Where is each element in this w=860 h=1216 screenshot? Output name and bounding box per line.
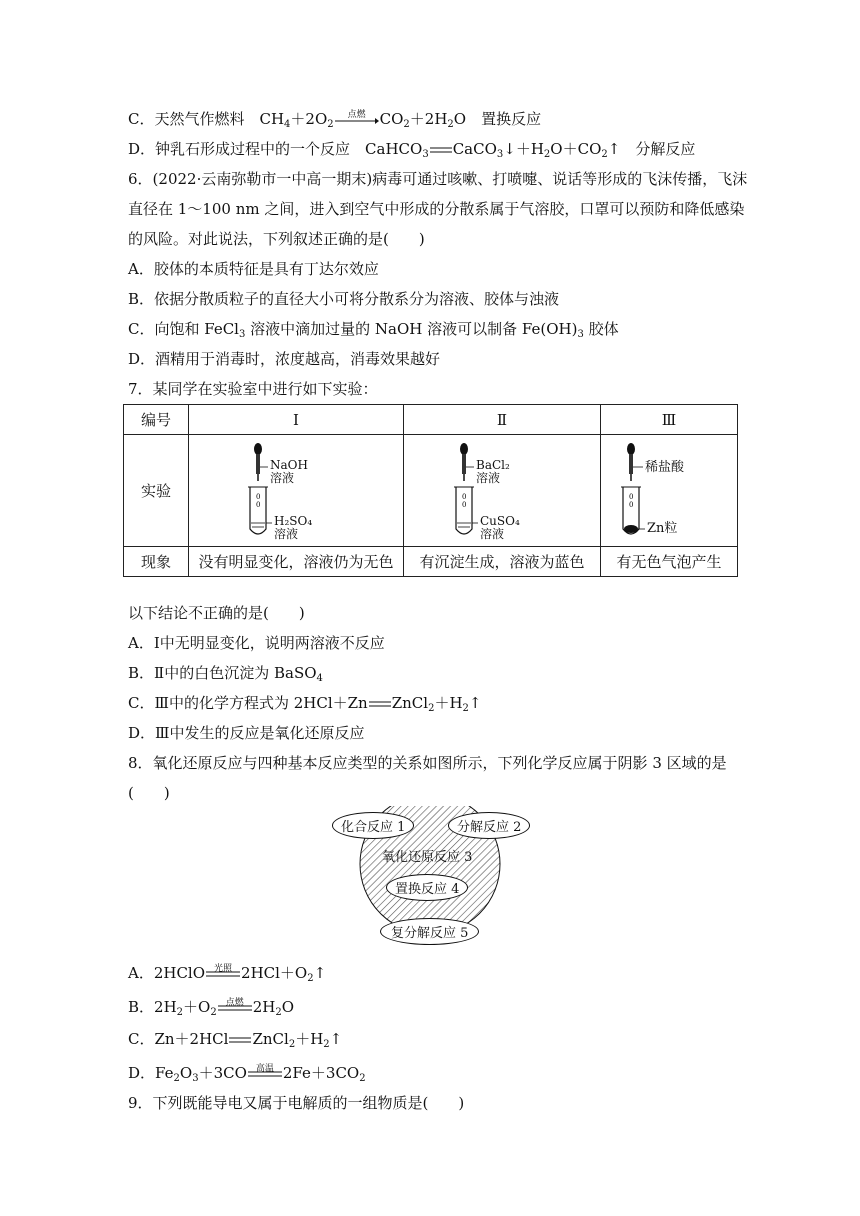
table-header: Ⅰ: [189, 405, 404, 435]
q7-option-d: D．Ⅲ中发生的反应是氧化还原反应: [128, 724, 365, 742]
svg-text:0: 0: [629, 492, 634, 501]
row-label-experiment: 实验: [124, 435, 189, 547]
q6-stem-3: 的风险。对此说法，下列叙述正确的是( ): [128, 230, 425, 248]
q8-option-a: A．2HClO 光照 $2HCl+O_2↑$: [128, 964, 327, 984]
q9-stem: 9．下列既能导电又属于电解质的一组物质是( ): [128, 1094, 465, 1112]
svg-text:0: 0: [462, 492, 467, 501]
q7-option-c: C．Ⅲ中的化学方程式为 2HCl＋Zn $ZnCl_2+H_2↑$: [128, 694, 482, 714]
q7-option-a: A．Ⅰ中无明显变化，说明两溶液不反应: [128, 634, 385, 652]
q6-option-d: D．酒精用于消毒时，浓度越高，消毒效果越好: [128, 350, 441, 368]
observation-cell: 有无色气泡产生: [601, 547, 738, 577]
test-tube-dropper-icon: 0 0 NaOH 溶液 H₂SO₄ 溶液: [246, 441, 346, 541]
q6-option-a: A．胶体的本质特征是具有丁达尔效应: [128, 260, 379, 278]
option-d-line: D．钟乳石形成过程中的一个反应 CaHCO$_3$ $CaCO_3↓+H_2O+CO_2↑$ 分解反应: [128, 140, 696, 160]
q6-option-c: C．向饱和 FeCl$_3$ 溶液中滴加过量的 NaOH 溶液可以制备 $Fe(OH)_3$ 胶体: [128, 320, 619, 340]
q7-stem: 7．某同学在实验室中进行如下实验：: [128, 380, 378, 398]
q6-option-b: B．依据分散质粒子的直径大小可将分散系分为溶液、胶体与浊液: [128, 290, 560, 308]
reaction-type-diagram: [330, 806, 530, 946]
q8-stem-1: 8．氧化还原反应与四种基本反应类型的关系如图所示，下列化学反应属于阴影 3 区域的是: [128, 754, 727, 772]
experiment-table: [123, 404, 738, 577]
table-header: Ⅲ: [601, 405, 738, 435]
reaction-arrow-icon: 点燃: [335, 113, 379, 127]
row-label-observation: 现象: [124, 547, 189, 577]
q8-option-c: C．Zn＋2HCl $ZnCl_2+H_2↑$: [128, 1030, 343, 1050]
experiment-2-cell: [404, 435, 601, 547]
experiment-3-cell: [601, 435, 738, 547]
q8-option-d: D．$Fe_2O_3+3CO$ 高温 $2Fe+3CO_2$: [128, 1064, 366, 1084]
option-c-line: C．天然气作燃料 $CH_4+2O_2$ 点燃 $CO_2+2H_2O$ 置换反应: [128, 110, 542, 130]
venn-label-4: 置换反应 4: [386, 874, 468, 901]
observation-cell: 没有明显变化，溶液仍为无色: [189, 547, 404, 577]
svg-text:0: 0: [256, 500, 261, 509]
svg-text:0: 0: [256, 492, 261, 501]
q8-stem-2: ( ): [128, 784, 170, 802]
table-header: Ⅱ: [404, 405, 601, 435]
q6-stem-2: 直径在 1～100 nm 之间，进入到空气中形成的分散系属于气溶胶，口罩可以预防和降低感染: [128, 200, 745, 218]
svg-text:0: 0: [462, 500, 467, 509]
venn-label-3: 氧化还原反应 3: [382, 850, 473, 865]
q6-stem-1: 6．(2022·云南弥勒市一中高一期末)病毒可通过咳嗽、打喷嚏、说话等形成的飞沫传播，飞沫: [128, 170, 748, 188]
test-tube-dropper-icon: 0 0 BaCl₂ 溶液 CuSO₄ 溶液: [452, 441, 552, 541]
experiment-1-cell: [189, 435, 404, 547]
svg-text:0: 0: [629, 500, 634, 509]
test-tube-dropper-icon: 0 0 稀盐酸 Zn粒: [619, 441, 719, 541]
venn-label-5: 复分解反应 5: [380, 918, 479, 945]
q7-option-b: B．Ⅱ中的白色沉淀为 BaSO$_4$: [128, 664, 323, 684]
table-header: 编号: [124, 405, 189, 435]
q7-tail: 以下结论不正确的是( ): [128, 604, 305, 622]
observation-cell: 有沉淀生成，溶液为蓝色: [404, 547, 601, 577]
q8-option-b: B．$2H_2+O_2$ 点燃 $2H_2O$: [128, 998, 295, 1018]
venn-label-1: 化合反应 1: [332, 812, 414, 839]
venn-label-2: 分解反应 2: [448, 812, 530, 839]
